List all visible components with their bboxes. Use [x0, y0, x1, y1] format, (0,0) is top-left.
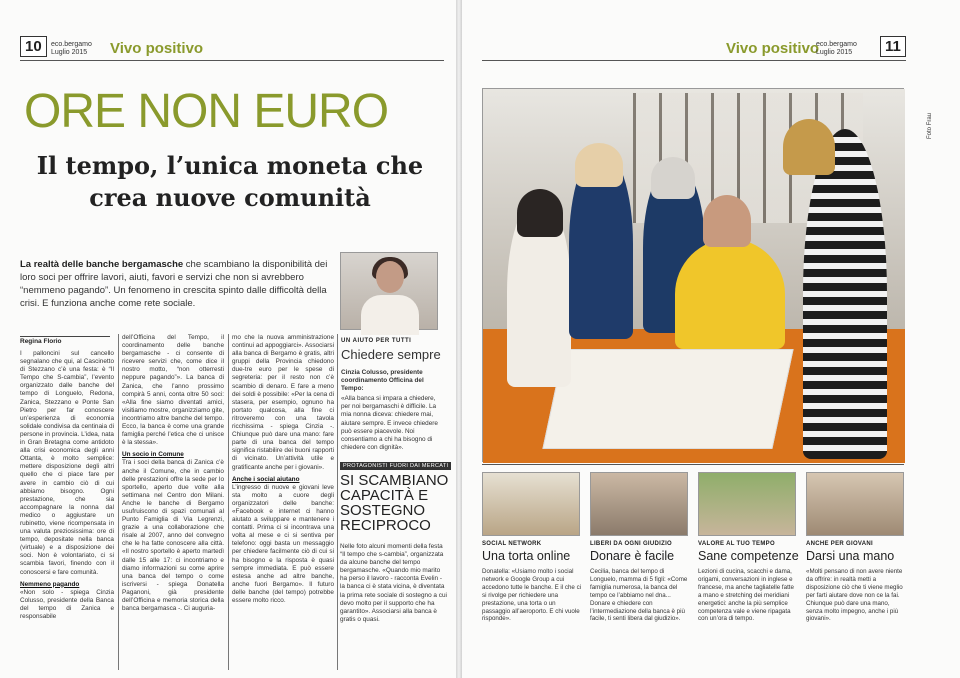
box-tag: PROTAGONISTI FUORI DAI MERCATI [340, 462, 451, 470]
headline: Il tempo, l’unica moneta che crea nuove comunità [36, 151, 424, 212]
kicker: ORE NON EURO [24, 85, 389, 138]
subhead-social: Anche i social aiutano [232, 475, 300, 483]
column-1-text-2: «Non solo - spiega Cinzia Colusso, presidente della Banca del tempo di Zanica e responsabile [20, 588, 114, 620]
standfirst-lead: La realtà delle banche bergamasche [20, 259, 184, 270]
item-1-body: Donatella: «Usiamo molto i social network e Google Group a cui accedono tutte le banche. E il che ci si rivolge per richiedere una prestazione, una torta o un passaggio all’aeroporto. E chi vuole risponde». [482, 568, 582, 623]
photo-torta [482, 472, 580, 536]
item-4-title: Darsi una mano [806, 549, 895, 563]
publication-date-right: Luglio 2015 [816, 49, 853, 56]
subhead-socio-comune: Un socio in Comune [122, 451, 184, 459]
box-body: Nelle foto alcuni momenti della festa “Il tempo che s-cambia”, organizzata da alcune banche del tempo bergamasche. «Quando mio marito ha perso il lavoro - racconta Evelin - la banca ci è stata vicina, è diventata la prima rete sociale di sostegno a cui devo molto per il supporto che ha garantito». Associarsi alla banca è gratis o quasi. [340, 543, 447, 623]
left-page [0, 0, 456, 678]
subhead-nemmeno-pagando: Nemmeno pagando [20, 580, 80, 588]
photo-mano [806, 472, 904, 536]
sidebar-body [341, 369, 445, 452]
right-page [462, 0, 960, 678]
column-3-text: mo che la nuova amministrazione continui ad appoggiarci». Associarsi alla banca di Bergamo è gratis, altri gruppi della Provincia chiedono due-tre euro per le spese di segreteria: per il resto non c’è scambio di denaro. E fare a meno dei soldi è possibile: «Per la cena di stasera, per esempio, ognuno ha portato qualcosa, alla fine ci ritroveremo con una tavola ricchissima - spiega Cinzia -. Chiunque può dare una mano: fare parte di una banca del tempo significa ristabilire dei buoni rapporti di vicinato. Un’attività utile e gratificante anche per i giovani». [232, 334, 334, 471]
header-rule-right [482, 60, 906, 61]
item-2-label: LIBERI DA OGNI GIUDIZIO [590, 541, 673, 547]
item-3-body: Lezioni di cucina, scacchi e dama, origami, conversazioni in inglese e francese, ma anche tagliatelle fatte a mano e stretching dei meridiani energetici: anche la più semplice competenza vale e viene ripagata con un’ora di tempo. [698, 568, 794, 623]
strip-rule [482, 464, 904, 465]
publication-info-left [51, 41, 92, 57]
sidebar-label: UN AIUTO PER TUTTI [341, 338, 412, 344]
sidebar-lead: Cinzia Colusso, presidente coordinamento Officina del Tempo: [341, 369, 424, 393]
column-3-text-2: L’ingresso di nuove e giovani leve sta molto a cuore degli organizzatori delle banche: «Facebook e internet ci hanno aiutato a sviluppare e mantenere i contatti. Prima ci si incontrava una volta al mese e ci si sentiva per telefono: oggi basta un messaggio per chiedere facilmente ciò di cui si ha bisogno e la risposta è quasi sempre immediata. E può essere estesa anche ad altre banche, anche fuori Bergamo». Il futuro delle banche (del tempo) potrebbe essere molto ricco. [232, 483, 334, 604]
byline: Regina Florio [20, 336, 110, 345]
article-column-3 [232, 334, 334, 672]
sidebar-title: Chiedere sempre [341, 347, 441, 362]
column-2-text-2: Tra i soci della banca di Zanica c’è anche il Comune, che in cambio delle prestazioni offre la sede per lo sportello, aperto due volte alla settimana nel Centro don Milani. Anche le banche di Bergamo usufruiscono di spazi comunali al Punto Famiglia di Via Legrenzi, grazie a una collaborazione che risale al 2007, anno del convegno che le ha fatte conoscere alla città. «Il nostro sportello è aperto martedì dalle 15 alle 17: ci incontriamo e diamo informazioni su come aprire una banca del tempo o come iscriversi - spiega Donatella Paganoni, già presidente dell’Officina e memoria storica della banca bergamasca -. Ci auguria- [122, 459, 224, 613]
item-1-title: Una torta online [482, 549, 571, 563]
column-1-text: I palloncini sul cancello segnalano che qui, al Cascinetto di Stezzano c’è una festa: è “Il Tempo che S-cambia”, l’evento organizzato dalle banche del tempo di Longuelo, Redona, Zanica, Stezzano e Ponte San Pietro per far conoscere un’esperienza di economia solidale condivisa da centinaia di persone in provincia. L’idea, nata in Gran Bretagna come antidoto alla crisi economica degli anni Ottanta, è molto semplice: mettere disposizione degli altri quello che ci piace fare per avere in cambio ciò di cui abbiamo bisogno. Ogni prestazione, che sia accompagnare la nonna dal medico o aggiustare un rubinetto, viene ricompensata in una valuta preziosissima: ore di tempo, depositate nella banca (virtuale) e a disposizione dei soci. Non è volontariato, ci si scambia favori, finendo con il conoscersi e fare comunità. [20, 350, 114, 576]
page-number-right: 11 [880, 36, 906, 57]
item-3-label: VALORE AL TUO TEMPO [698, 541, 775, 547]
header-rule [20, 60, 444, 61]
publication-info-right [816, 41, 857, 57]
page-number-left: 10 [20, 36, 47, 57]
publication-date: Luglio 2015 [51, 49, 88, 56]
main-photo [482, 88, 933, 462]
box-title: SI SCAMBIANO CAPACITÀ E SOSTEGNO RECIPROCO [340, 472, 449, 534]
section-title-left: Vivo positivo [110, 40, 204, 57]
item-4-label: ANCHE PER GIOVANI [806, 541, 873, 547]
section-title-right: Vivo positivo [726, 40, 820, 57]
portrait-photo [340, 252, 438, 330]
item-2-body: Cecilia, banca del tempo di Longuelo, mamma di 5 figli: «Come famiglia numerosa, la banca del tempo ce l’abbiamo nel dna... Donare e chiedere con l’intermediazione della banca è più facile, ti senti libera dal giudizio». [590, 568, 688, 623]
item-1-label: SOCIAL NETWORK [482, 541, 542, 547]
item-2-title: Donare è facile [590, 549, 675, 563]
photo-credit: Foto Frau [927, 112, 933, 139]
standfirst [20, 258, 336, 310]
photo-donare [590, 472, 688, 536]
item-3-title: Sane competenze [698, 549, 799, 563]
standfirst-text: che scambiano la disponibilità dei loro soci per offrire lavori, aiuti, favori e servizi che non si avrebbero “nemmeno pagando”. Un fenomeno in crescita spinto dalle difficoltà della crisi. E funziona anche come rete sociale. [20, 259, 328, 309]
publication-name: eco.bergamo [51, 41, 92, 48]
sidebar-quote: «Alla banca si impara a chiedere, per noi bergamaschi è difficile. La mia nonna diceva: chiedere mai, aiutare sempre. E invece chiedere può essere piacevole. Noi consentiamo a chi ha bisogno di chiedere con dignità». [341, 395, 438, 451]
article-column-2 [122, 334, 224, 672]
publication-name-right: eco.bergamo [816, 41, 857, 48]
item-4-body: «Molti pensano di non avere niente da offrire: in realtà metti a disposizione ciò che ti viene meglio per farti aiutare dove non ce la fai. Chiunque può dare una mano, senza molto impegno, anche i più giovani». [806, 568, 903, 623]
column-2-text: dell’Officina del Tempo, il coordinamento delle banche bergamasche - ci consente di ricevere servizi che, come dice il nostro motto, “non otterresti neppure pagando”». La banca di Zanica, che l’anno prossimo compirà 5 anni, conta oltre 50 soci: «Alla fine siamo diventati amici, visitiamo mostre, organizziamo gite, incontriamo altre banche del tempo. Ecco, la banca è come una grande famiglia perché l’etica che ci unisce è la stessa». [122, 334, 224, 447]
photo-competenze [698, 472, 796, 536]
article-column-1 [20, 350, 114, 672]
